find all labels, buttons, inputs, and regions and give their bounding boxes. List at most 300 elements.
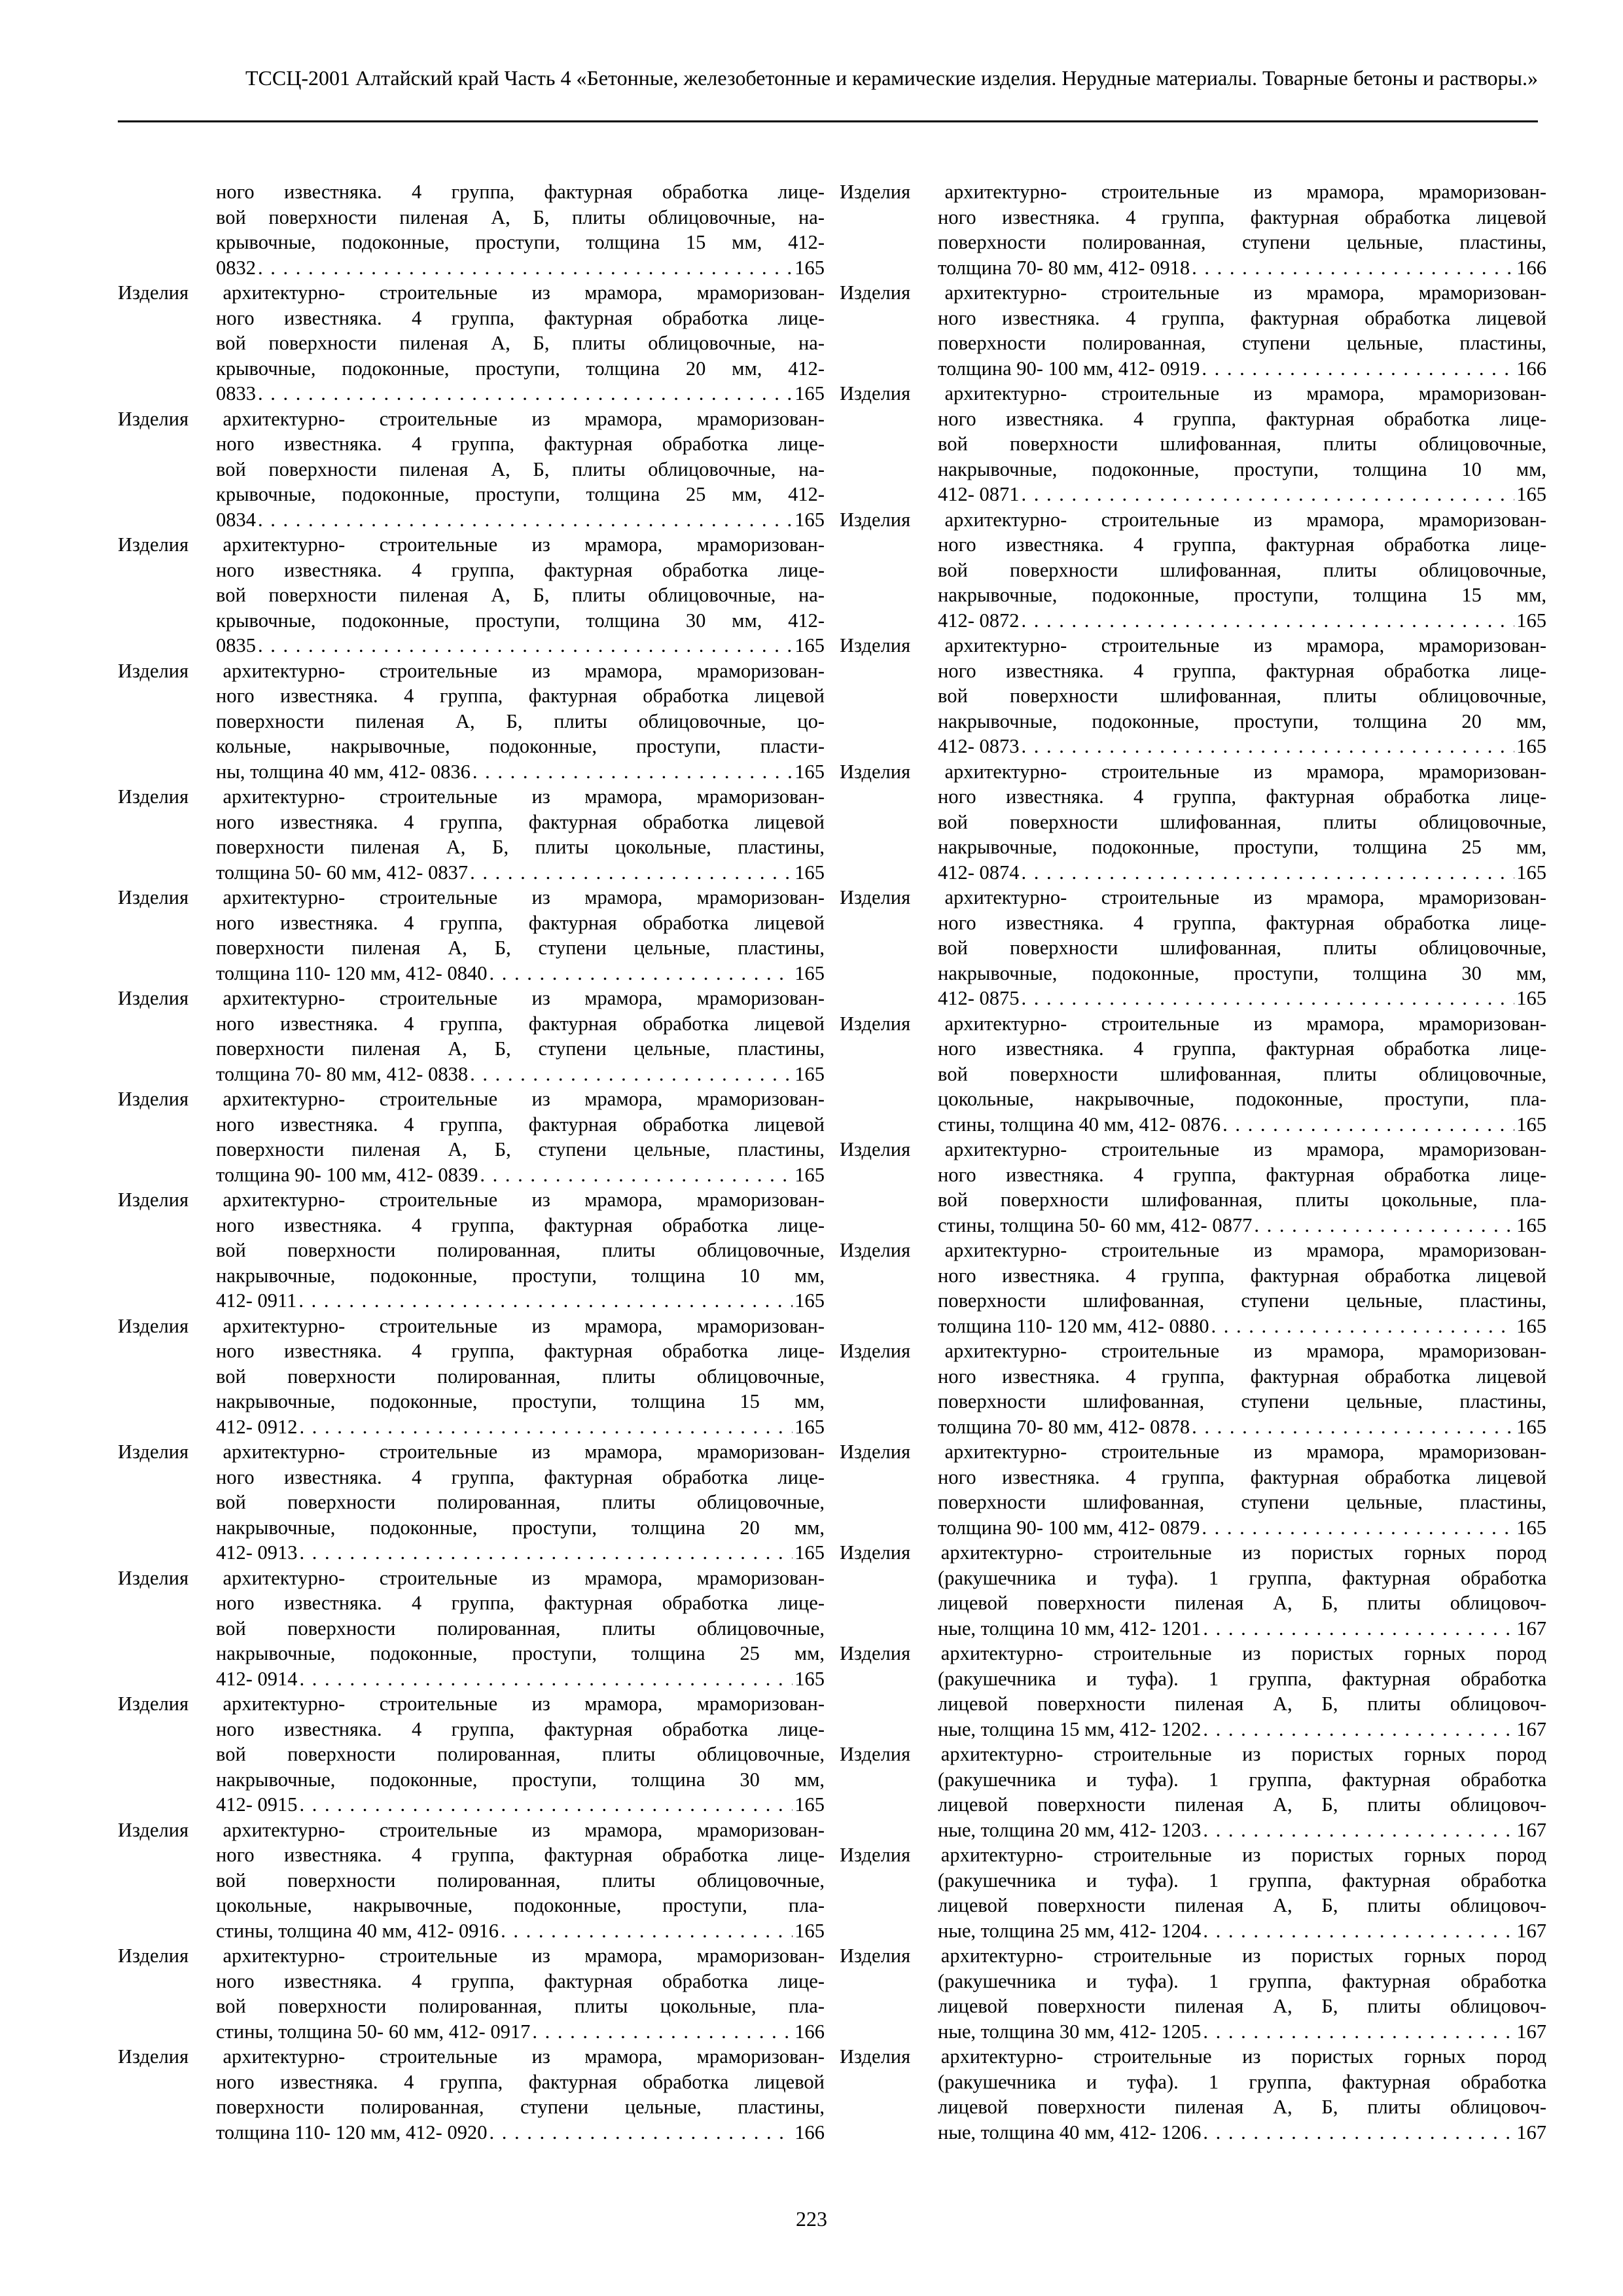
index-entry-page-link[interactable]: 166 (1516, 256, 1546, 279)
index-entry-line: (ракушечника и туфа). 1 группа, фактурная обработка (938, 2070, 1546, 2093)
index-entry-line: накрывочные, подоконные, проступи, толщина 20 мм, (216, 1516, 825, 1539)
index-entry (118, 1943, 825, 2044)
index-entry-last-line (840, 255, 1546, 281)
index-entry-line: поверхности пиленая А, Б, ступени цельные, пластины, (216, 1037, 825, 1060)
index-entry-page-link[interactable]: 165 (794, 1415, 825, 1438)
index-entry-last-line (840, 1717, 1546, 1742)
index-entry (840, 633, 1546, 759)
index-entry-reference: ные, толщина 40 мм, 412- 1206 (938, 2121, 1202, 2144)
dot-leader (480, 1162, 793, 1188)
index-entry-line: ного известняка. 4 группа, фактурная обработка лице- (216, 1844, 825, 1866)
index-entry-last-line (118, 1792, 825, 1818)
index-entry-last-line (840, 2019, 1546, 2045)
dot-leader (532, 2019, 793, 2045)
dot-leader (1203, 1818, 1514, 1843)
index-entry-line: вой поверхности полированная, плиты облицовочные, (216, 1365, 825, 1388)
index-entry-reference: 412- 0875 (938, 987, 1020, 1009)
dot-leader (258, 381, 793, 406)
index-entry-last-line (118, 2120, 825, 2145)
index-entry-line: вой поверхности полированная, плиты облицовочные, (216, 1239, 825, 1261)
index-entry-page-link[interactable]: 165 (1516, 861, 1546, 884)
index-entry-line: (ракушечника и туфа). 1 группа, фактурная обработка (938, 1768, 1546, 1791)
index-entry-last-line (840, 1515, 1546, 1541)
index-entry-line: цокольные, накрывочные, подоконные, проступи, пла- (938, 1088, 1546, 1110)
index-entry-line: Изделия архитектурно- строительные из мрамора, мраморизован- (840, 508, 1546, 531)
index-entry-line: Изделия архитектурно- строительные из мрамора, мраморизован- (840, 181, 1546, 203)
index-entry-reference: стины, толщина 50- 60 мм, 412- 0877 (938, 1213, 1253, 1236)
index-entry-line: Изделия архитектурно- строительные из мрамора, мраморизован- (118, 1088, 825, 1110)
index-entry-line: Изделия архитектурно- строительные из мрамора, мраморизован- (118, 987, 825, 1009)
index-entry-reference: 412- 0912 (216, 1415, 298, 1438)
index-entry-reference: 412- 0915 (216, 1793, 298, 1816)
index-entry (840, 1011, 1546, 1138)
index-entry-line: Изделия архитектурно- строительные из мрамора, мраморизован- (118, 1441, 825, 1463)
dot-leader (501, 1918, 793, 1944)
index-entry-page-link[interactable]: 165 (794, 1919, 825, 1942)
header-divider (118, 120, 1538, 122)
index-entry-page-link[interactable]: 165 (794, 1793, 825, 1816)
index-entry-page-link[interactable]: 167 (1516, 1617, 1546, 1640)
index-entry-reference: 0832 (216, 256, 256, 279)
index-entry-line: Изделия архитектурно- строительные из мрамора, мраморизован- (840, 281, 1546, 304)
index-entry-line: ного известняка. 4 группа, фактурная обработка лицевой (938, 1365, 1546, 1388)
index-entry-last-line (118, 1540, 825, 1566)
index-entry-line: накрывочные, подоконные, проступи, толщина 30 мм, (216, 1768, 825, 1791)
index-entry-line: Изделия архитектурно- строительные из пористых горных пород (840, 1642, 1546, 1664)
index-entry-reference: толщина 50- 60 мм, 412- 0837 (216, 861, 469, 884)
index-entry-page-link[interactable]: 166 (794, 2121, 825, 2144)
index-entry-reference: ные, толщина 10 мм, 412- 1201 (938, 1617, 1202, 1640)
index-entry (840, 885, 1546, 1011)
index-entry-reference: 412- 0874 (938, 861, 1020, 884)
dot-leader (1203, 1616, 1514, 1641)
index-entry-last-line (840, 860, 1546, 886)
index-entry-line: вой поверхности полированная, плиты облицовочные, (216, 1617, 825, 1640)
index-entry-line: лицевой поверхности пиленая А, Б, плиты облицовоч- (938, 2096, 1546, 2118)
index-entry-line: накрывочные, подоконные, проступи, толщина 25 мм, (216, 1642, 825, 1664)
index-entry-line: крывочные, подоконные, проступи, толщина 30 мм, 412- (216, 609, 825, 632)
index-entry-reference: толщина 70- 80 мм, 412- 0918 (938, 256, 1190, 279)
index-entry-line: Изделия архитектурно- строительные из мрамора, мраморизован- (840, 1340, 1546, 1362)
index-entry-last-line (840, 1414, 1546, 1440)
dot-leader (300, 1414, 793, 1440)
index-entry-line: вой поверхности пиленая А, Б, плиты облицовочные, на- (216, 584, 825, 606)
index-entry-line: вой поверхности полированная, плиты облицовочные, (216, 1491, 825, 1513)
dot-leader (1022, 608, 1515, 634)
index-entry (840, 1742, 1546, 1842)
index-entry-page-link[interactable]: 165 (1516, 1213, 1546, 1236)
index-entry-line: (ракушечника и туфа). 1 группа, фактурная обработка (938, 1969, 1546, 1992)
index-entry-line: ного известняка. 4 группа, фактурная обработка лице- (216, 1213, 825, 1236)
index-entry-line: ного известняка. 4 группа, фактурная обработка лицевой (216, 810, 825, 833)
index-entry-line: Изделия архитектурно- строительные из мрамора, мраморизован- (118, 1314, 825, 1337)
index-entry-line: Изделия архитектурно- строительные из мрамора, мраморизован- (118, 2045, 825, 2068)
index-entry-page-link[interactable]: 165 (1516, 735, 1546, 757)
index-entry-line: (ракушечника и туфа). 1 группа, фактурная обработка (938, 1667, 1546, 1690)
index-entry-reference: толщина 90- 100 мм, 412- 0839 (216, 1163, 478, 1186)
index-entry-last-line (840, 608, 1546, 634)
index-entry-line: Изделия архитектурно- строительные из мрамора, мраморизован- (118, 1693, 825, 1715)
index-entry-page-link[interactable]: 165 (794, 1062, 825, 1085)
index-entry-line: Изделия архитектурно- строительные из мрамора, мраморизован- (118, 1818, 825, 1841)
index-entry-page-link[interactable]: 167 (1516, 1818, 1546, 1841)
index-entry-line: Изделия архитектурно- строительные из мрамора, мраморизован- (840, 1441, 1546, 1463)
index-entry-page-link[interactable]: 165 (794, 1541, 825, 1564)
index-entry-line: Изделия архитектурно- строительные из мрамора, мраморизован- (118, 659, 825, 682)
index-entry-last-line (118, 255, 825, 281)
dot-leader (1203, 1918, 1514, 1944)
index-entry-line: ного известняка. 4 группа, фактурная обработка лице- (938, 1163, 1546, 1186)
index-entry-line: ного известняка. 4 группа, фактурная обработка лице- (216, 1465, 825, 1488)
index-entry-line: Изделия архитектурно- строительные из мрамора, мраморизован- (840, 634, 1546, 656)
index-entry-page-link[interactable]: 167 (1516, 1919, 1546, 1942)
index-entry-line: Изделия архитектурно- строительные из мрамора, мраморизован- (118, 407, 825, 430)
index-entry-line: крывочные, подоконные, проступи, толщина 25 мм, 412- (216, 483, 825, 505)
index-entry-page-link[interactable]: 165 (794, 1667, 825, 1690)
index-entry-line: поверхности шлифованная, ступени цельные, пластины, (938, 1289, 1546, 1312)
index-entry-line: вой поверхности пиленая А, Б, плиты облицовочные, на- (216, 332, 825, 354)
index-entry-line: Изделия архитектурно- строительные из пористых горных пород (840, 2045, 1546, 2068)
index-entry (840, 1641, 1546, 1742)
index-entry-line: ного известняка. 4 группа, фактурная обработка лице- (938, 785, 1546, 808)
index-entry-last-line (118, 1918, 825, 1944)
dot-leader (1222, 1112, 1514, 1138)
index-entry-page-link[interactable]: 165 (794, 634, 825, 656)
index-entry (840, 2044, 1546, 2145)
index-entry-line: Изделия архитектурно- строительные из мрамора, мраморизован- (840, 1239, 1546, 1261)
index-entry-reference: толщина 70- 80 мм, 412- 0878 (938, 1415, 1190, 1438)
index-entry-reference: стины, толщина 50- 60 мм, 412- 0917 (216, 2020, 531, 2043)
index-entry-line: ного известняка. 4 группа, фактурная обработка лицевой (938, 1264, 1546, 1287)
index-entry-last-line (118, 1162, 825, 1188)
dot-leader (1203, 2019, 1514, 2045)
index-entry-reference: 412- 0873 (938, 735, 1020, 757)
index-entry-page-link[interactable]: 166 (794, 2020, 825, 2043)
index-entry-page-link[interactable]: 165 (1516, 1314, 1546, 1337)
index-entry-reference: толщина 110- 120 мм, 412- 0840 (216, 961, 488, 984)
index-entry (840, 280, 1546, 381)
dot-leader (1254, 1213, 1514, 1238)
dot-leader (1022, 734, 1515, 759)
index-entry-line: Изделия архитектурно- строительные из пористых горных пород (840, 1945, 1546, 1967)
index-entry-last-line (118, 381, 825, 406)
dot-leader (258, 507, 793, 533)
index-entry-reference: толщина 110- 120 мм, 412- 0920 (216, 2121, 488, 2144)
index-column-left (118, 179, 825, 2145)
index-entry (118, 1818, 825, 1944)
index-entry (840, 381, 1546, 507)
dot-leader (1022, 482, 1515, 507)
index-entry-line: ного известняка. 4 группа, фактурная обработка лице- (216, 181, 825, 203)
index-entry-page-link[interactable]: 167 (1516, 1717, 1546, 1740)
page-number: 223 (796, 2207, 827, 2231)
dot-leader (470, 1062, 793, 1087)
index-entry (840, 759, 1546, 886)
index-entry (840, 507, 1546, 634)
index-entry-line: поверхности полированная, ступени цельные, пластины, (938, 332, 1546, 354)
index-entry-page-link[interactable]: 165 (1516, 1415, 1546, 1438)
index-entry-reference: 412- 0914 (216, 1667, 298, 1690)
index-entry-line: Изделия архитектурно- строительные из мрамора, мраморизован- (840, 1138, 1546, 1160)
index-entry (118, 658, 825, 785)
index-entry-line: Изделия архитектурно- строительные из мрамора, мраморизован- (118, 1945, 825, 1967)
index-column-right (840, 179, 1546, 2145)
index-entry-line: поверхности пиленая А, Б, плиты цокольные, пластины, (216, 836, 825, 858)
index-entry-line: Изделия архитектурно- строительные из мрамора, мраморизован- (840, 1012, 1546, 1035)
dot-leader (1211, 1314, 1514, 1339)
index-entry-page-link[interactable]: 165 (794, 382, 825, 404)
index-entry-last-line (840, 2120, 1546, 2145)
index-entry-line: ного известняка. 4 группа, фактурная обработка лице- (216, 433, 825, 455)
index-entry-page-link[interactable]: 167 (1516, 2121, 1546, 2144)
dot-leader (489, 961, 793, 986)
index-entry-last-line (118, 759, 825, 785)
index-entry-line: ного известняка. 4 группа, фактурная обработка лице- (938, 407, 1546, 430)
index-entry-line: Изделия архитектурно- строительные из мрамора, мраморизован- (840, 382, 1546, 404)
dot-leader (258, 255, 793, 281)
index-entry-page-link[interactable]: 165 (794, 760, 825, 783)
index-entry-line: крывочные, подоконные, проступи, толщина 15 мм, 412- (216, 231, 825, 253)
index-entry-reference: ные, толщина 15 мм, 412- 1202 (938, 1717, 1202, 1740)
index-entry (118, 1086, 825, 1187)
index-entry-line: поверхности пиленая А, Б, ступени цельные, пластины, (216, 1138, 825, 1160)
index-entry (840, 1338, 1546, 1439)
index-entry-line: поверхности пиленая А, Б, ступени цельные, пластины, (216, 937, 825, 959)
index-entry-page-link[interactable]: 166 (1516, 357, 1546, 380)
index-entry-line: вой поверхности шлифованная, плиты облицовочные, (938, 1062, 1546, 1085)
index-entry-line: лицевой поверхности пиленая А, Б, плиты облицовоч- (938, 1693, 1546, 1715)
index-entry-last-line (840, 734, 1546, 759)
index-entry-line: Изделия архитектурно- строительные из мрамора, мраморизован- (118, 533, 825, 556)
index-entry-line: ного известняка. 4 группа, фактурная обработка лицевой (216, 2070, 825, 2093)
index-entry-line: вой поверхности шлифованная, плиты облицовочные, (938, 558, 1546, 581)
index-entry-line: накрывочные, подоконные, проступи, толщина 30 мм, (938, 961, 1546, 984)
index-entry (118, 885, 825, 986)
index-entry-reference: толщина 90- 100 мм, 412- 0879 (938, 1516, 1200, 1539)
index-entry (118, 406, 825, 533)
index-entry-reference: 412- 0911 (216, 1289, 297, 1312)
index-entry-line: вой поверхности полированная, плиты облицовочные, (216, 1869, 825, 1892)
index-entry-line: Изделия архитектурно- строительные из мрамора, мраморизован- (840, 886, 1546, 908)
index-entry-line: накрывочные, подоконные, проступи, толщина 10 мм, (216, 1264, 825, 1287)
dot-leader (1022, 860, 1515, 886)
index-entry-line: ного известняка. 4 группа, фактурная обработка лицевой (216, 1113, 825, 1136)
dot-leader (1202, 356, 1514, 382)
index-entry-last-line (118, 1414, 825, 1440)
index-entry-line: ного известняка. 4 группа, фактурная обработка лицевой (216, 1012, 825, 1035)
index-entry-last-line (840, 1918, 1546, 1944)
index-entry-line: ного известняка. 4 группа, фактурная обработка лицевой (938, 1465, 1546, 1488)
index-entry (118, 986, 825, 1086)
index-entry-reference: стины, толщина 40 мм, 412- 0916 (216, 1919, 499, 1942)
index-entry-last-line (840, 1112, 1546, 1138)
index-entry-line: Изделия архитектурно- строительные из пористых горных пород (840, 1541, 1546, 1564)
index-entry-line: Изделия архитектурно- строительные из мрамора, мраморизован- (840, 760, 1546, 783)
index-entry-last-line (118, 2019, 825, 2045)
index-entry-line: Изделия архитектурно- строительные из пористых горных пород (840, 1743, 1546, 1765)
index-entry-line: ного известняка. 4 группа, фактурная обработка лице- (938, 1037, 1546, 1060)
index-entry-page-link[interactable]: 165 (794, 1289, 825, 1312)
dot-leader (489, 2120, 793, 2145)
index-entry-reference: ные, толщина 20 мм, 412- 1203 (938, 1818, 1202, 1841)
index-entry-page-link[interactable]: 165 (794, 861, 825, 884)
index-entry (118, 280, 825, 406)
index-entry-line: ного известняка. 4 группа, фактурная обработка лице- (938, 911, 1546, 934)
index-entry-line: вой поверхности шлифованная, плиты облицовочные, (938, 810, 1546, 833)
index-entry-line: (ракушечника и туфа). 1 группа, фактурная обработка (938, 1566, 1546, 1589)
index-entry-line: (ракушечника и туфа). 1 группа, фактурная обработка (938, 1869, 1546, 1892)
dot-leader (1192, 255, 1514, 281)
index-entry-reference: 0835 (216, 634, 256, 656)
index-entry-reference: ны, толщина 40 мм, 412- 0836 (216, 760, 471, 783)
index-entry-line: поверхности шлифованная, ступени цельные, пластины, (938, 1491, 1546, 1513)
index-entry-line: ного известняка. 4 группа, фактурная обработка лице- (216, 1717, 825, 1740)
index-entry-line: накрывочные, подоконные, проступи, толщина 15 мм, (938, 584, 1546, 606)
index-entry-last-line (840, 482, 1546, 507)
index-entry-reference: 412- 0872 (938, 609, 1020, 632)
index-entry (118, 784, 825, 885)
index-entry-line: накрывочные, подоконные, проступи, толщина 10 мм, (938, 457, 1546, 480)
index-entry (840, 179, 1546, 280)
index-entry-line: ного известняка. 4 группа, фактурная обработка лице- (938, 659, 1546, 682)
dot-leader (1202, 1515, 1514, 1541)
index-entry (118, 1187, 825, 1314)
index-entry-line: поверхности пиленая А, Б, плиты облицовочные, цо- (216, 709, 825, 732)
index-entry-line: ного известняка. 4 группа, фактурная обработка лице- (216, 1592, 825, 1614)
index-entry-reference: ные, толщина 30 мм, 412- 1205 (938, 2020, 1202, 2043)
index-entry-reference: толщина 110- 120 мм, 412- 0880 (938, 1314, 1209, 1337)
index-entry (840, 1540, 1546, 1641)
index-entry-reference: ные, толщина 25 мм, 412- 1204 (938, 1919, 1202, 1942)
index-entry-line: кольные, накрывочные, подоконные, проступи, пласти- (216, 735, 825, 757)
dot-leader (300, 1540, 793, 1566)
index-entry-page-link[interactable]: 165 (794, 961, 825, 984)
index-entry-reference: 0833 (216, 382, 256, 404)
index-entry-last-line (118, 507, 825, 533)
index-entry-last-line (118, 1666, 825, 1692)
dot-leader (258, 633, 793, 658)
index-entry-page-link[interactable]: 165 (1516, 1516, 1546, 1539)
index-entry-page-link[interactable]: 165 (794, 256, 825, 279)
index-entry-line: ного известняка. 4 группа, фактурная обработка лицевой (938, 206, 1546, 228)
index-entry-line: ного известняка. 4 группа, фактурная обработка лицевой (938, 306, 1546, 329)
index-entry (118, 1439, 825, 1566)
dot-leader (1022, 986, 1515, 1011)
index-entry-reference: толщина 90- 100 мм, 412- 0919 (938, 357, 1200, 380)
index-entry-line: поверхности полированная, ступени цельные, пластины, (938, 231, 1546, 253)
index-entry (840, 1137, 1546, 1238)
index-entry-line: вой поверхности шлифованная, плиты облицовочные, (938, 433, 1546, 455)
dot-leader (300, 1792, 793, 1818)
dot-leader (470, 860, 793, 886)
index-entry-line: лицевой поверхности пиленая А, Б, плиты облицовоч- (938, 1995, 1546, 2017)
index-entry-line: поверхности полированная, ступени цельные, пластины, (216, 2096, 825, 2118)
index-entry-line: накрывочные, подоконные, проступи, толщина 15 мм, (216, 1390, 825, 1412)
index-entry-line: вой поверхности пиленая А, Б, плиты облицовочные, на- (216, 206, 825, 228)
index-entry-page-link[interactable]: 165 (1516, 1113, 1546, 1136)
index-entry-last-line (840, 1314, 1546, 1339)
index-entry-last-line (118, 633, 825, 658)
index-entry-page-link[interactable]: 165 (794, 1163, 825, 1186)
index-entry-line: Изделия архитектурно- строительные из мрамора, мраморизован- (118, 281, 825, 304)
index-entry-reference: 0834 (216, 508, 256, 531)
index-entry-line: ного известняка. 4 группа, фактурная обработка лице- (216, 306, 825, 329)
dot-leader (298, 1288, 793, 1314)
index-entry (118, 1314, 825, 1440)
index-entry-line: ного известняка. 4 группа, фактурная обработка лицевой (216, 685, 825, 707)
index-entry-line: ного известняка. 4 группа, фактурная обработка лице- (216, 1340, 825, 1362)
index-entry-last-line (118, 961, 825, 986)
index-entry-page-link[interactable]: 165 (794, 508, 825, 531)
index-entry-line: ного известняка. 4 группа, фактурная обработка лицевой (216, 911, 825, 934)
dot-leader (1203, 1717, 1514, 1742)
index-entry-line: ного известняка. 4 группа, фактурная обработка лице- (216, 558, 825, 581)
dot-leader (1203, 2120, 1514, 2145)
index-entry-line: вой поверхности шлифованная, плиты цокольные, пла- (938, 1189, 1546, 1211)
dot-leader (473, 759, 793, 785)
index-entry-line: лицевой поверхности пиленая А, Б, плиты облицовоч- (938, 1894, 1546, 1916)
index-entry-last-line (118, 1062, 825, 1087)
index-entry-line: накрывочные, подоконные, проступи, толщина 20 мм, (938, 709, 1546, 732)
index-entry-page-link[interactable]: 165 (1516, 609, 1546, 632)
index-entry (840, 1238, 1546, 1338)
index-entry-last-line (840, 1213, 1546, 1238)
index-entry-line: вой поверхности полированная, плиты облицовочные, (216, 1743, 825, 1765)
index-entry-page-link[interactable]: 165 (1516, 483, 1546, 505)
index-entry-last-line (840, 356, 1546, 382)
index-entry (840, 1842, 1546, 1943)
dot-leader (1192, 1414, 1514, 1440)
index-entry-page-link[interactable]: 167 (1516, 2020, 1546, 2043)
index-entry-line: цокольные, накрывочные, подоконные, проступи, пла- (216, 1894, 825, 1916)
index-entry-last-line (118, 1288, 825, 1314)
index-entry-line: вой поверхности шлифованная, плиты облицовочные, (938, 685, 1546, 707)
index-entry-page-link[interactable]: 165 (1516, 987, 1546, 1009)
index-entry-line: Изделия архитектурно- строительные из мрамора, мраморизован- (118, 785, 825, 808)
index-entry-reference: 412- 0871 (938, 483, 1020, 505)
dot-leader (300, 1666, 793, 1692)
index-entry (118, 1691, 825, 1818)
index-entry (118, 532, 825, 658)
index-entry-line: ного известняка. 4 группа, фактурная обработка лице- (938, 533, 1546, 556)
index-entry-line: вой поверхности шлифованная, плиты облицовочные, (938, 937, 1546, 959)
index-entry-line: Изделия архитектурно- строительные из мрамора, мраморизован- (118, 886, 825, 908)
index-entry-line: лицевой поверхности пиленая А, Б, плиты облицовоч- (938, 1793, 1546, 1816)
index-entry-line: Изделия архитектурно- строительные из мрамора, мраморизован- (118, 1566, 825, 1589)
index-entry-reference: толщина 70- 80 мм, 412- 0838 (216, 1062, 469, 1085)
index-entry-line: крывочные, подоконные, проступи, толщина 20 мм, 412- (216, 357, 825, 380)
page-header: ТССЦ-2001 Алтайский край Часть 4 «Бетонные, железобетонные и керамические изделия. Нерудные материалы. Товарные бетоны и растворы.» (245, 66, 1538, 90)
index-entry-last-line (840, 1616, 1546, 1641)
index-entry (840, 1439, 1546, 1540)
index-entry-reference: стины, толщина 40 мм, 412- 0876 (938, 1113, 1221, 1136)
index-entry-reference: 412- 0913 (216, 1541, 298, 1564)
index-entry-line: поверхности шлифованная, ступени цельные, пластины, (938, 1390, 1546, 1412)
index-entry-last-line (840, 1818, 1546, 1843)
index-entry-last-line (118, 860, 825, 886)
index-entry (840, 1943, 1546, 2044)
index-entry-line: вой поверхности полированная, плиты цокольные, пла- (216, 1995, 825, 2017)
index-entry (118, 2044, 825, 2145)
index-entry-line: накрывочные, подоконные, проступи, толщина 25 мм, (938, 836, 1546, 858)
index-entry-line: ного известняка. 4 группа, фактурная обработка лице- (216, 1969, 825, 1992)
index-entry-line: лицевой поверхности пиленая А, Б, плиты облицовоч- (938, 1592, 1546, 1614)
index-entry-line: Изделия архитектурно- строительные из мрамора, мраморизован- (118, 1189, 825, 1211)
index-entry-last-line (840, 986, 1546, 1011)
index-entry (118, 179, 825, 280)
index-entry (118, 1566, 825, 1692)
index-entry-line: вой поверхности пиленая А, Б, плиты облицовочные, на- (216, 457, 825, 480)
